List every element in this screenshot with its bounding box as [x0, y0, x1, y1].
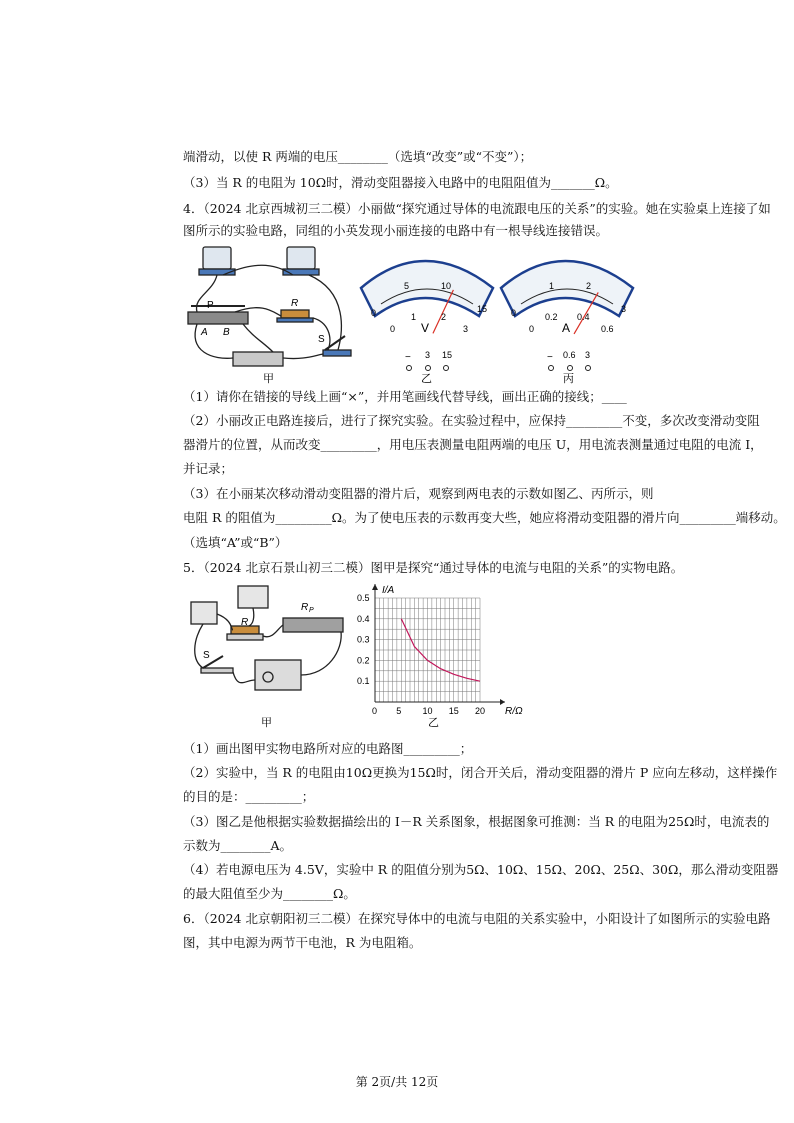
- label-A: A: [201, 327, 208, 338]
- label-P: P: [207, 300, 214, 311]
- question-6-line: 6．（2024 北京朝阳初三二模）在探究导体中的电流与电阻的关系实验中，小阳设计了如图所示的实验电路: [183, 911, 771, 926]
- text-line: 的最大阻值至少为________Ω。: [183, 886, 356, 901]
- voltmeter-bottom-tick: 0: [390, 324, 396, 334]
- ammeter-terminal: −: [547, 352, 553, 363]
- ammeter-unit: A: [562, 321, 571, 335]
- caption-jia: 甲: [263, 373, 274, 385]
- figure-4: [183, 242, 643, 388]
- voltmeter-unit: V: [421, 321, 430, 335]
- x-tick-label: 0: [372, 706, 378, 716]
- text-line: 器滑片的位置，从而改变_________，用电压表测量电阻两端的电压 U，用电流表测量通过电阻的电流 I，: [183, 437, 763, 452]
- label-Rp: R: [301, 602, 309, 613]
- text-line: （3）当 R 的电阻为 10Ω时，滑动变阻器接入电路中的电阻阻值为_______Ω。: [183, 175, 618, 190]
- label-B: B: [223, 327, 230, 338]
- label-R: R: [241, 617, 249, 628]
- caption-yi: 乙: [428, 717, 439, 729]
- voltmeter-top-tick: 10: [441, 281, 452, 291]
- figure-5-apparatus: [183, 580, 353, 730]
- ammeter-terminal: 3: [585, 350, 591, 360]
- x-axis-label: R/Ω: [505, 706, 523, 717]
- voltmeter-bottom-tick: 1: [411, 312, 417, 322]
- ammeter-top-tick: 3: [621, 304, 627, 314]
- y-axis-label: I/A: [382, 585, 395, 596]
- ammeter-bottom-tick: 0: [529, 324, 535, 334]
- ammeter-bottom-tick: 0.2: [545, 312, 558, 322]
- text-line: （4）若电源电压为 4.5V，实验中 R 的阻值分别为5Ω、10Ω、15Ω、20Ω、25Ω、30Ω，那么滑动变阻器: [183, 862, 779, 877]
- text-line: 的目的是：_________；: [183, 789, 315, 804]
- text-line: （2）小丽改正电路连接后，进行了探究实验。在实验过程中，应保持_________不变，多次改变滑动变阻: [183, 413, 760, 428]
- y-tick-label: 0.4: [357, 613, 370, 624]
- label-S: S: [203, 650, 210, 661]
- x-tick-label: 15: [448, 706, 459, 716]
- ammeter-top-tick: 0: [511, 308, 517, 318]
- text-line: （3）图乙是他根据实验数据描绘出的 I－R 关系图象，根据图象可推测：当 R 的电阻为25Ω时，电流表的: [183, 814, 770, 829]
- ammeter-top-tick: 2: [586, 281, 592, 291]
- text-line: 示数为________A。: [183, 838, 293, 853]
- text-line: （1）画出图甲实物电路所对应的电路图_________；: [183, 741, 473, 756]
- question-5-line: 5．（2024 北京石景山初三二模）图甲是探究“通过导体的电流与电阻的关系”的实物电路。: [183, 560, 684, 575]
- label-S: S: [318, 334, 325, 345]
- text-line: 并记录；: [183, 461, 234, 476]
- text-line: （1）请你在错接的导线上画“×”，并用笔画线代替导线，画出正确的接线；____: [183, 389, 627, 404]
- ammeter-bottom-tick: 0.4: [577, 312, 590, 322]
- y-tick-label: 0.1: [357, 676, 370, 687]
- voltmeter-bottom-tick: 3: [463, 324, 469, 334]
- voltmeter-bottom-tick: 2: [441, 312, 447, 322]
- ammeter-terminal: 0.6: [563, 350, 576, 360]
- text-line: （3）在小丽某次移动滑动变阻器的滑片后，观察到两电表的示数如图乙、丙所示，则: [183, 486, 654, 501]
- x-tick-label: 10: [422, 706, 433, 716]
- text-line: （选填“A”或“B”）: [183, 535, 288, 550]
- caption-yi: 乙: [421, 373, 432, 385]
- y-tick-label: 0.5: [357, 593, 370, 603]
- y-tick-label: 0.2: [357, 655, 370, 666]
- voltmeter-top-tick: 0: [371, 308, 377, 318]
- page-footer: 第 2页/共 12页: [355, 1075, 439, 1089]
- voltmeter-terminal: −: [405, 352, 411, 363]
- voltmeter-top-tick: 5: [404, 281, 410, 291]
- voltmeter-top-tick: 15: [477, 304, 488, 314]
- ammeter-top-tick: 1: [549, 281, 555, 291]
- label-Rp-subscript: P: [309, 607, 314, 614]
- question-6-line: 图，其中电源为两节干电池，R 为电阻箱。: [183, 935, 422, 950]
- y-tick-label: 0.3: [357, 634, 370, 645]
- question-4-line: 4．（2024 北京西城初三二模）小丽做“探究通过导体的电流跟电压的关系”的实验。她在实验桌上连接了如: [183, 201, 771, 216]
- x-tick-label: 20: [475, 706, 486, 716]
- voltmeter-terminal: 3: [425, 350, 431, 360]
- ammeter-bottom-tick: 0.6: [601, 324, 614, 334]
- i-r-chart: [355, 580, 530, 730]
- text-line: 电阻 R 的阻值为_________Ω。为了使电压表的示数再变大些，她应将滑动变阻器的滑片向_________端移动。: [183, 510, 786, 525]
- text-line: 端滑动，以使 R 两端的电压________（选填“改变”或“不变”）；: [183, 149, 533, 164]
- text-line: （2）实验中，当 R 的电阻由10Ω更换为15Ω时，闭合开关后，滑动变阻器的滑片 P 应向左移动，这样操作: [183, 765, 778, 780]
- caption-jia: 甲: [261, 717, 272, 729]
- caption-bing: 丙: [563, 373, 574, 385]
- x-tick-label: 5: [396, 706, 402, 716]
- question-4-line: 图所示的实验电路，同组的小英发现小丽连接的电路中有一根导线连接错误。: [183, 223, 609, 238]
- voltmeter-terminal: 15: [442, 350, 453, 360]
- label-R: R: [291, 298, 299, 309]
